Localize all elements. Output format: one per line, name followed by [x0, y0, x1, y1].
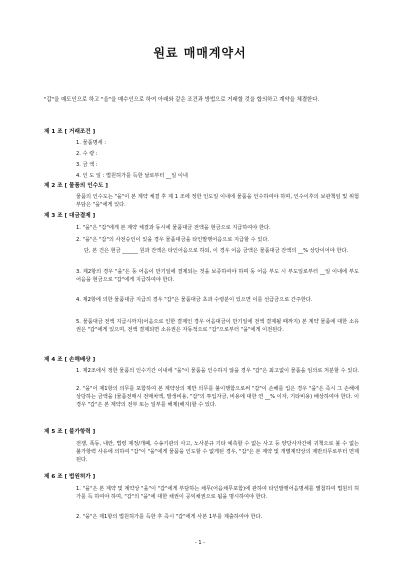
article-1-item: 2. 수 량 :: [76, 151, 98, 157]
article-6-heading: 제 6 조 [ 법원허가 ]: [44, 474, 96, 480]
document-title: 원료 매매계약서: [153, 46, 247, 60]
article-6-para-1: 1. "을"은 본 계약 및 계약상 "을"이 "갑"에게 부담하는 채무(어음채무포함)에 관하여 타인발행어음명세를 별첨하여 법원의 허가를 득 하여야 하며, "갑"의 "을"에 대한 채권이 공익채권으로 됨을 명시하여야 한다.: [76, 486, 359, 500]
article-5-heading: 제 5 조 [ 불가항력 ]: [44, 429, 96, 435]
article-3-heading: 제 3 조 [ 대금결제 ]: [44, 213, 96, 219]
article-3-para-2b: 단, 본 건은 현금 ______ 원과 잔액은 타인어음으로 하되, 이 경우 어음 금액은 물품대금 잔액의 __% 상당이어야 한다.: [84, 248, 349, 254]
article-1-item: 4. 인 도 일 : 법원허가를 득한 날로부터 __일 이내: [76, 173, 188, 179]
article-4-para-2: 2. "을"이 제1항의 의무를 포함하여 본 계약상의 제반 의무를 불이행함으로써 "갑"이 손해를 입은 경우 "을"은 즉시 그 손해에 상당하는 금액을 (물품전매시 전매차액, 발생비용, "갑"의 투입자금, 비용에 대한 연 __% 이자, 기타비용) 배상하여야 한다. 이 경우 "갑"은 본 계약의 전부 또는 일부를 해제(해지)할 수 있다.: [76, 386, 359, 408]
article-3-para-2: 2. "을"은 "갑"의 사전승인이 있을 경우 물품대금을 타인발행어음으로 지급할 수 있다.: [76, 237, 269, 243]
article-2-body: 물품의 인수도는 "을"이 본 계약 체결 후 제 1 조에 정한 인도일 이내에 물품을 인수하여야 하며, 인수이후의 보관책임 및 위험부담은 "을"에게 있다.: [76, 194, 359, 208]
article-6-para-2: 2. "을"은 제1항의 법원허가를 득한 후 즉시 "갑"에게 사본 1부를 제출하여야 한다.: [76, 514, 263, 520]
article-3-para-3: 3. 제2항의 경우 "을"은 동 어음이 만기일에 결제되는 것을 보증하여야 하며 동 어음 부도 시 부도일로부터 __일 이내에 부도어음을 현금으로 "갑"에게 지급하여야 한다.: [76, 269, 359, 283]
article-1-item: 3. 금 액 :: [76, 162, 98, 168]
article-4-heading: 제 4 조 [ 손해배상 ]: [44, 357, 96, 363]
article-3-para-1: 1. "을"은 "갑"에게 본 계약 체결과 동시에 물품대금 전액을 현금으로 지급하여야 한다.: [76, 225, 271, 231]
article-3-para-4: 4. 제2항에 의한 물품대금 지급의 경우 "갑"은 물품대금 초과 수령분이 있으면 이를 선급금으로 간주한다.: [76, 297, 313, 303]
article-3-para-5: 5. 물품대금 전액 지급시까지(어음으로 인한 결제인 경우 어음대금이 만기일에 전액 결제될 때까지) 본 계약 물품에 대한 소유권은 "갑"에게 있으며, 전액 결제되면 소유권은 자동적으로 "갑"으로부터 "을"에게 이전된다.: [76, 319, 359, 333]
intro-paragraph: "갑"을 매도인으로 하고 "을"을 매수인으로 하여 아래와 같은 조건과 방법으로 거래할 것을 합의하고 계약을 체결한다.: [44, 97, 320, 103]
article-5-body: 전쟁, 폭동, 내란, 법령 제정/개폐, 수송기관의 사고, 노사분규 기타 예측할 수 없는 사고 등 양당사자간에 귀책으로 볼 수 없는 불가항력 사유에 의하여 "갑"이 "을"에게 물품을 인도할 수 없게된 경우, "갑"은 본 계약 및 개별계약상의 제반의무로부터 면제된다.: [76, 441, 359, 463]
page-number: - 1 -: [195, 540, 205, 546]
article-1-heading: 제 1 조 [ 거래조건 ]: [44, 129, 96, 135]
article-2-heading: 제 2 조 [ 물품의 인수도 ]: [44, 183, 108, 189]
article-4-para-1: 1. 제2조에서 정한 물품의 인수기간 이내에 "을"이 물품을 인수하지 않을 경우 "갑"은 최고없이 물품을 임의로 처분할 수 있다.: [76, 368, 359, 374]
article-1-item: 1. 물품명세 :: [76, 140, 107, 146]
